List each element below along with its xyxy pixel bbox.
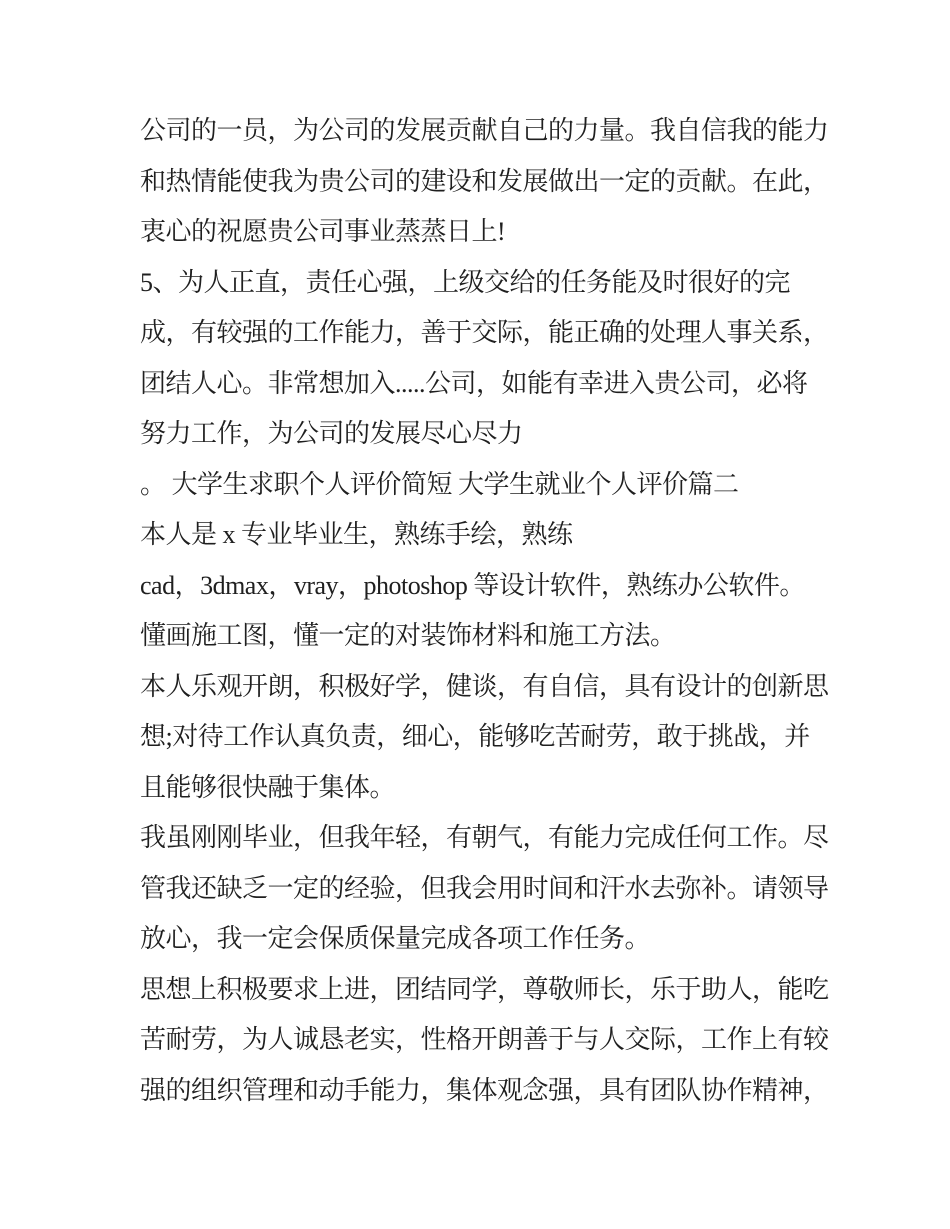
- text-line-16: 管我还缺乏一定的经验，但我会用时间和汗水去弥补。请领导: [140, 873, 829, 903]
- text-line-4: 5、为人正直，责任心强，上级交给的任务能及时很好的完: [140, 267, 791, 297]
- text-line-6: 团结人心。非常想加入.....公司，如能有幸进入贵公司，必将: [140, 368, 808, 398]
- text-block: [140, 106, 830, 1116]
- text-line-8: 。 大学生求职个人评价简短 大学生就业个人评价篇二: [140, 469, 739, 499]
- text-line-15: 我虽刚刚毕业，但我年轻，有朝气，有能力完成任何工作。尽: [140, 823, 829, 852]
- text-line-5: 成，有较强的工作能力，善于交际，能正确的处理人事关系，: [140, 318, 829, 347]
- text-line-10: cad，3dmax，vray，photoshop 等设计软件，熟练办公软件。: [140, 570, 805, 600]
- text-line-9: 本人是 x 专业毕业生，熟练手绘，熟练: [140, 520, 573, 549]
- text-line-2: 和热情能使我为贵公司的建设和发展做出一定的贡献。在此，: [140, 166, 829, 196]
- text-line-12: 本人乐观开朗，积极好学，健谈，有自信，具有设计的创新思: [140, 671, 829, 701]
- text-line-17: 放心，我一定会保质保量完成各项工作任务。: [140, 924, 651, 953]
- text-line-11: 懂画施工图，懂一定的对装饰材料和施工方法。: [140, 621, 676, 650]
- text-line-19: 苦耐劳，为人诚恳老实，性格开朗善于与人交际，工作上有较: [140, 1025, 829, 1054]
- text-line-7: 努力工作，为公司的发展尽心尽力: [140, 419, 523, 448]
- text-line-3: 衷心的祝愿贵公司事业蒸蒸日上!: [140, 217, 506, 246]
- text-line-1: 公司的一员，为公司的发展贡献自己的力量。我自信我的能力: [140, 116, 829, 145]
- text-line-14: 且能够很快融于集体。: [140, 772, 396, 802]
- text-line-20: 强的组织管理和动手能力，集体观念强，具有团队协作精神，: [140, 1075, 829, 1105]
- text-line-18: 思想上积极要求上进，团结同学，尊敬师长，乐于助人，能吃: [140, 974, 829, 1004]
- text-line-13: 想;对待工作认真负责，细心，能够吃苦耐劳，敢于挑战，并: [140, 722, 810, 751]
